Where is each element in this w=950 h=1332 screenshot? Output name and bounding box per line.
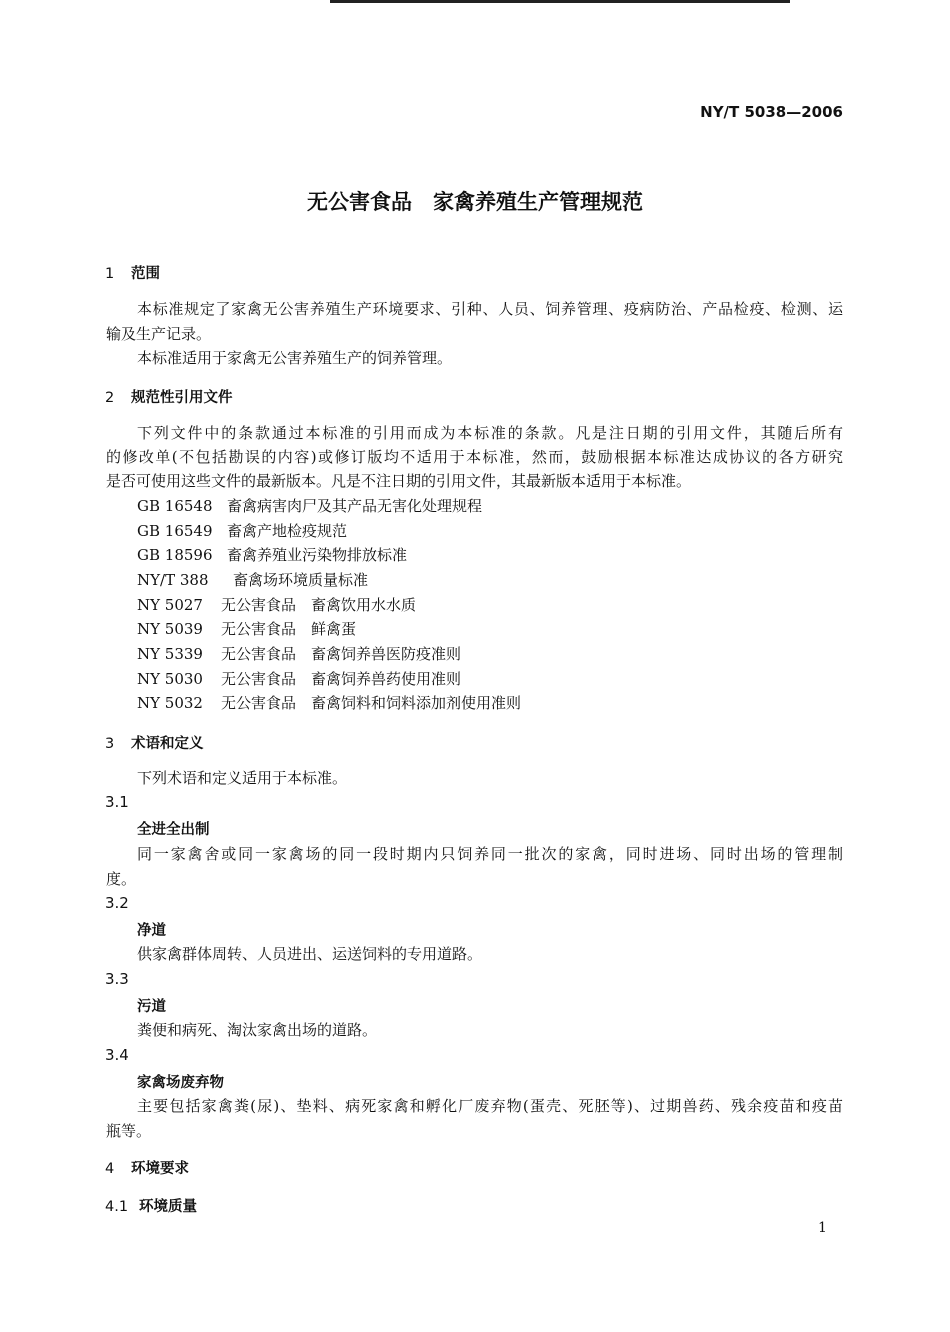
s1-paragraph-line: 本标准规定了家禽无公害养殖生产环境要求、引种、人员、饲养管理、疫病防治、产品检疫、检测、运 <box>137 300 843 318</box>
section-3-heading <box>105 732 204 753</box>
reference-title: 无公害食品 畜禽饮用水水质 <box>221 596 417 614</box>
term-definition-line: 供家禽群体周转、人员进出、运送饲料的专用道路。 <box>137 945 483 963</box>
term-definition-line: 瓶等。 <box>106 1122 152 1140</box>
reference-title: 畜禽病害肉尸及其产品无害化处理规程 <box>227 497 483 515</box>
reference-code: GB 18596 <box>137 546 213 564</box>
term-name: 污道 <box>137 999 166 1015</box>
s1-paragraph: 本标准适用于家禽无公害养殖生产的饲养管理。 <box>137 349 453 367</box>
section-4-heading <box>105 1157 189 1178</box>
reference-title: 畜禽养殖业污染物排放标准 <box>227 546 408 564</box>
reference-code: NY 5039 <box>137 620 203 638</box>
term-definition-line: 同一家禽舍或同一家禽场的同一段时期内只饲养同一批次的家禽，同时进场、同时出场的管理制 <box>137 845 843 863</box>
reference-item <box>137 643 461 664</box>
section-number: 1 <box>105 266 115 282</box>
term-name: 家禽场废弃物 <box>137 1075 224 1091</box>
reference-code: NY 5030 <box>137 670 203 688</box>
term-number: 3.1 <box>105 793 129 811</box>
subsection-number: 4.1 <box>105 1199 129 1215</box>
term-definition-line: 粪便和病死、淘汰家禽出场的道路。 <box>137 1021 378 1039</box>
section-number: 2 <box>105 390 115 406</box>
reference-title: 无公害食品 鲜禽蛋 <box>221 620 357 638</box>
term-number: 3.4 <box>105 1046 129 1064</box>
reference-item <box>137 544 407 565</box>
reference-title: 无公害食品 畜禽饲料和饲料添加剂使用准则 <box>221 694 522 712</box>
term-definition-line: 度。 <box>106 870 137 888</box>
section-number: 4 <box>105 1161 115 1177</box>
reference-code: NY/T 388 <box>137 571 209 589</box>
reference-item <box>137 569 368 590</box>
reference-code: NY 5027 <box>137 596 203 614</box>
s1-paragraph-line: 输及生产记录。 <box>106 325 212 343</box>
reference-code: GB 16549 <box>137 522 213 540</box>
reference-item <box>137 618 356 639</box>
term-name: 全进全出制 <box>137 822 210 838</box>
section-1-heading <box>105 262 160 283</box>
s2-paragraph-line: 是否可使用这些文件的最新版本。凡是不注日期的引用文件，其最新版本适用于本标准。 <box>106 472 692 490</box>
section-title: 范围 <box>131 266 160 282</box>
reference-item <box>137 692 521 713</box>
document-title: 无公害食品 家禽养殖生产管理规范 <box>307 190 643 214</box>
reference-code: NY 5339 <box>137 645 203 663</box>
section-title: 术语和定义 <box>131 736 204 752</box>
top-edge-rule <box>330 0 790 3</box>
page-number: 1 <box>818 1220 827 1236</box>
s3-intro: 下列术语和定义适用于本标准。 <box>137 769 348 787</box>
section-number: 3 <box>105 736 115 752</box>
subsection-4-1-heading <box>105 1195 197 1216</box>
reference-title: 畜禽产地检疫规范 <box>227 522 348 540</box>
term-name: 净道 <box>137 923 166 939</box>
reference-item <box>137 495 482 516</box>
reference-item <box>137 520 347 541</box>
reference-code: NY 5032 <box>137 694 203 712</box>
document-number: NY/T 5038—2006 <box>700 103 843 121</box>
reference-title: 无公害食品 畜禽饲养兽药使用准则 <box>221 670 462 688</box>
s2-paragraph-line: 的修改单(不包括勘误的内容)或修订版均不适用于本标准，然而，鼓励根据本标准达成协议的各方研究 <box>106 448 843 466</box>
term-number: 3.2 <box>105 894 129 912</box>
reference-item <box>137 594 416 615</box>
section-title: 规范性引用文件 <box>131 390 233 406</box>
section-2-heading <box>105 386 233 407</box>
term-number: 3.3 <box>105 970 129 988</box>
subsection-title: 环境质量 <box>139 1199 197 1215</box>
reference-code: GB 16548 <box>137 497 213 515</box>
section-title: 环境要求 <box>131 1161 189 1177</box>
term-definition-line: 主要包括家禽粪(尿)、垫料、病死家禽和孵化厂废弃物(蛋壳、死胚等)、过期兽药、残余疫苗和疫苗 <box>137 1097 843 1115</box>
s2-paragraph-line: 下列文件中的条款通过本标准的引用而成为本标准的条款。凡是注日期的引用文件，其随后所有 <box>137 424 843 442</box>
reference-item <box>137 668 461 689</box>
reference-title: 畜禽场环境质量标准 <box>233 571 369 589</box>
reference-title: 无公害食品 畜禽饲养兽医防疫准则 <box>221 645 462 663</box>
